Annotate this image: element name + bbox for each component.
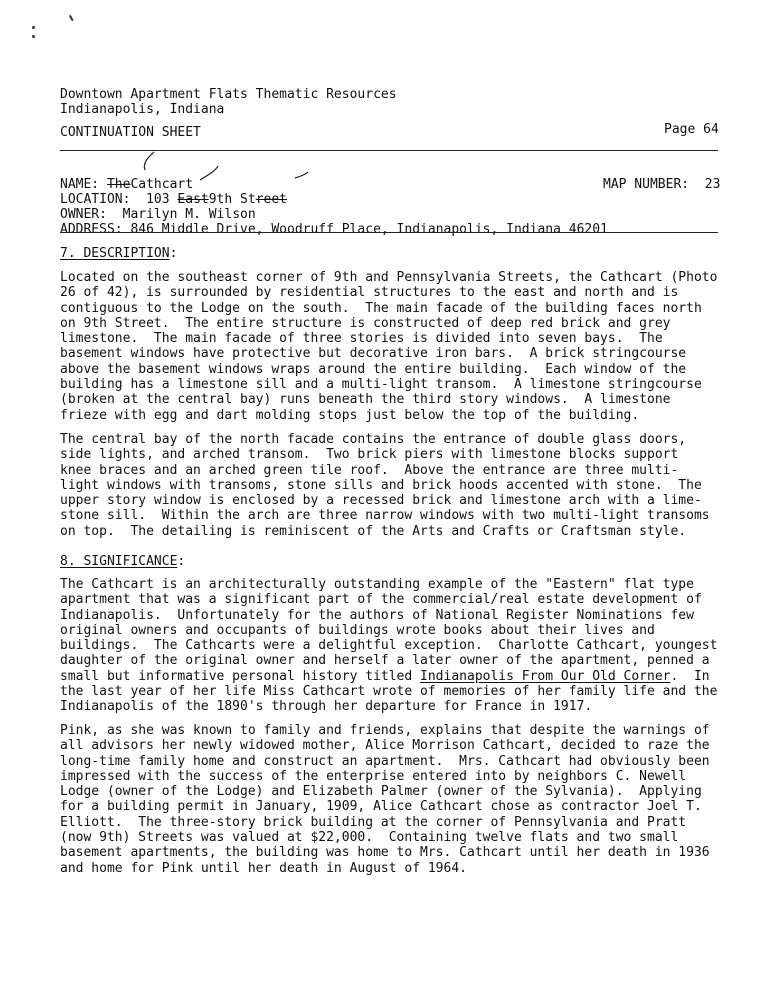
name-label: NAME: xyxy=(60,177,100,193)
map-number-label: MAP NUMBER: xyxy=(603,177,690,193)
text-line: limestone. The main facade of three stories is divided into seven bays. The xyxy=(60,331,663,347)
location-struck-suffix: reet xyxy=(255,192,288,208)
owner-label: OWNER: xyxy=(60,207,107,223)
text-fragment: . In xyxy=(670,668,710,684)
text-line: Elliott. The three-story brick building at the corner of Pennsylvania and Pratt xyxy=(60,814,687,830)
text-line: original owners and occupants of buildings wrote books about their lives and xyxy=(60,622,655,638)
text-line: Pink, as she was known to family and friends, explains that despite the warnings of xyxy=(60,723,710,738)
significance-paragraph-1 xyxy=(60,577,720,715)
text-line: stone sill. Within the arch are three narrow windows with two multi-light transoms xyxy=(60,508,710,524)
description-heading-colon: : xyxy=(169,246,178,261)
continuation-sheet-label: CONTINUATION SHEET xyxy=(60,125,201,140)
text-line: light windows with transoms, stone sills and brick hoods accented with stone. The xyxy=(60,477,702,493)
text-fragment: small but informative personal history titled xyxy=(60,668,421,684)
text-line: basement apartments, the building was home to Mrs. Cathcart until her death in 1936 xyxy=(60,845,710,861)
text-line: (now 9th) Streets was valued at $22,000. Containing twelve flats and two small xyxy=(60,830,679,846)
text-line: on 9th Street. The entire structure is constructed of deep red brick and grey xyxy=(60,315,671,331)
text-line: Indianapolis of the 1890's through her departure for France in 1917. xyxy=(60,699,593,715)
location-number: 103 xyxy=(146,192,170,208)
name-value: Cathcart xyxy=(130,177,194,193)
text-line: on top. The detailing is reminiscent of the Arts and Crafts or Craftsman style. xyxy=(60,523,687,539)
book-title: Indianapolis From Our Old Corner xyxy=(420,668,671,684)
scan-mark-dot-2 xyxy=(32,35,35,38)
text-line: all advisors her newly widowed mother, Alice Morrison Cathcart, decided to raze the xyxy=(60,738,710,754)
text-line: Lodge (owner of the Lodge) and Elizabeth Palmer (owner of the Sylvania). Applying xyxy=(60,784,702,800)
text-line: apartment that was a significant part of the commercial/real estate development of xyxy=(60,592,702,608)
text-line: basement windows have protective but decorative iron bars. A brick stringcourse xyxy=(60,346,687,362)
owner-value: Marilyn M. Wilson xyxy=(122,207,256,223)
significance-heading-colon: : xyxy=(177,554,186,569)
text-line: The Cathcart is an architecturally outstanding example of the "Eastern" flat type xyxy=(60,577,694,592)
text-line: frieze with egg and dart molding stops just below the top of the building. xyxy=(60,407,640,423)
text-line: Located on the southeast corner of 9th and Pennsylvania Streets, the Cathcart (Photo xyxy=(60,270,718,285)
significance-paragraph-2 xyxy=(60,723,720,876)
text-line: and home for Pink until her death in August of 1964. xyxy=(60,860,467,876)
location-struck-word: East xyxy=(177,192,209,208)
description-heading xyxy=(60,246,177,261)
description-paragraph-1 xyxy=(60,270,720,423)
description-heading-text: 7. DESCRIPTION xyxy=(60,246,170,261)
text-line: for a building permit in January, 1909, Alice Cathcart chose as contractor Joel T. xyxy=(60,799,702,815)
address-label: ADDRESS: xyxy=(60,222,123,238)
text-line: upper story window is enclosed by a recessed brick and limestone arch with a lime- xyxy=(60,493,702,509)
document-title: Downtown Apartment Flats Thematic Resources xyxy=(60,87,397,102)
text-line: side lights, and arched transom. Two brick piers with limestone blocks support xyxy=(60,447,679,463)
text-line: impressed with the success of the enterprise entered into by neighbors C. Newell xyxy=(60,768,687,784)
text-line: above the basement windows wraps around the entire building. Each window of the xyxy=(60,361,687,377)
text-line: buildings. The Cathcarts were a delightful exception. Charlotte Cathcart, youngest xyxy=(60,638,718,654)
text-line: the last year of her life Miss Cathcart wrote of memories of her family life and the xyxy=(60,684,718,700)
record-rule xyxy=(60,232,718,233)
name-struck-word: The xyxy=(106,177,131,193)
text-line: contiguous to the Lodge on the south. The main facade of the building faces north xyxy=(60,300,702,316)
page-number: Page 64 xyxy=(664,122,719,137)
text-line: building has a limestone sill and a multi-light transom. A limestone stringcourse xyxy=(60,377,702,393)
map-number-value: 23 xyxy=(704,177,721,193)
text-line: long-time family home and construct an apartment. Mrs. Cathcart had obviously been xyxy=(60,753,710,769)
location-label: LOCATION: xyxy=(60,192,131,208)
handwritten-annotation xyxy=(130,150,310,195)
significance-heading xyxy=(60,554,185,569)
text-line: 26 of 42), is surrounded by residential structures to the east and north and is xyxy=(60,285,679,301)
text-line: Indianapolis. Unfortunately for the authors of National Register Nominations few xyxy=(60,607,694,623)
map-number-row xyxy=(603,162,720,193)
address-value: 846 Middle Drive, Woodruff Place, Indianapolis, Indiana 46201 xyxy=(130,222,608,238)
text-line-with-title xyxy=(60,669,720,684)
text-line: (broken at the central bay) runs beneath the third story windows. A limestone xyxy=(60,392,671,408)
scan-mark-tick xyxy=(69,13,77,21)
significance-heading-text: 8. SIGNIFICANCE xyxy=(60,554,178,569)
document-subtitle: Indianapolis, Indiana xyxy=(60,102,225,117)
text-line: daughter of the original owner and herself a later owner of the apartment, penned a xyxy=(60,653,710,669)
address-row xyxy=(60,207,608,238)
location-street: 9th St xyxy=(208,192,256,208)
text-line: knee braces and an arched green tile roof. Above the entrance are three multi- xyxy=(60,462,679,478)
text-line: The central bay of the north facade contains the entrance of double glass doors, xyxy=(60,432,687,447)
scan-mark-dot-1 xyxy=(32,26,35,29)
description-paragraph-2 xyxy=(60,432,720,539)
